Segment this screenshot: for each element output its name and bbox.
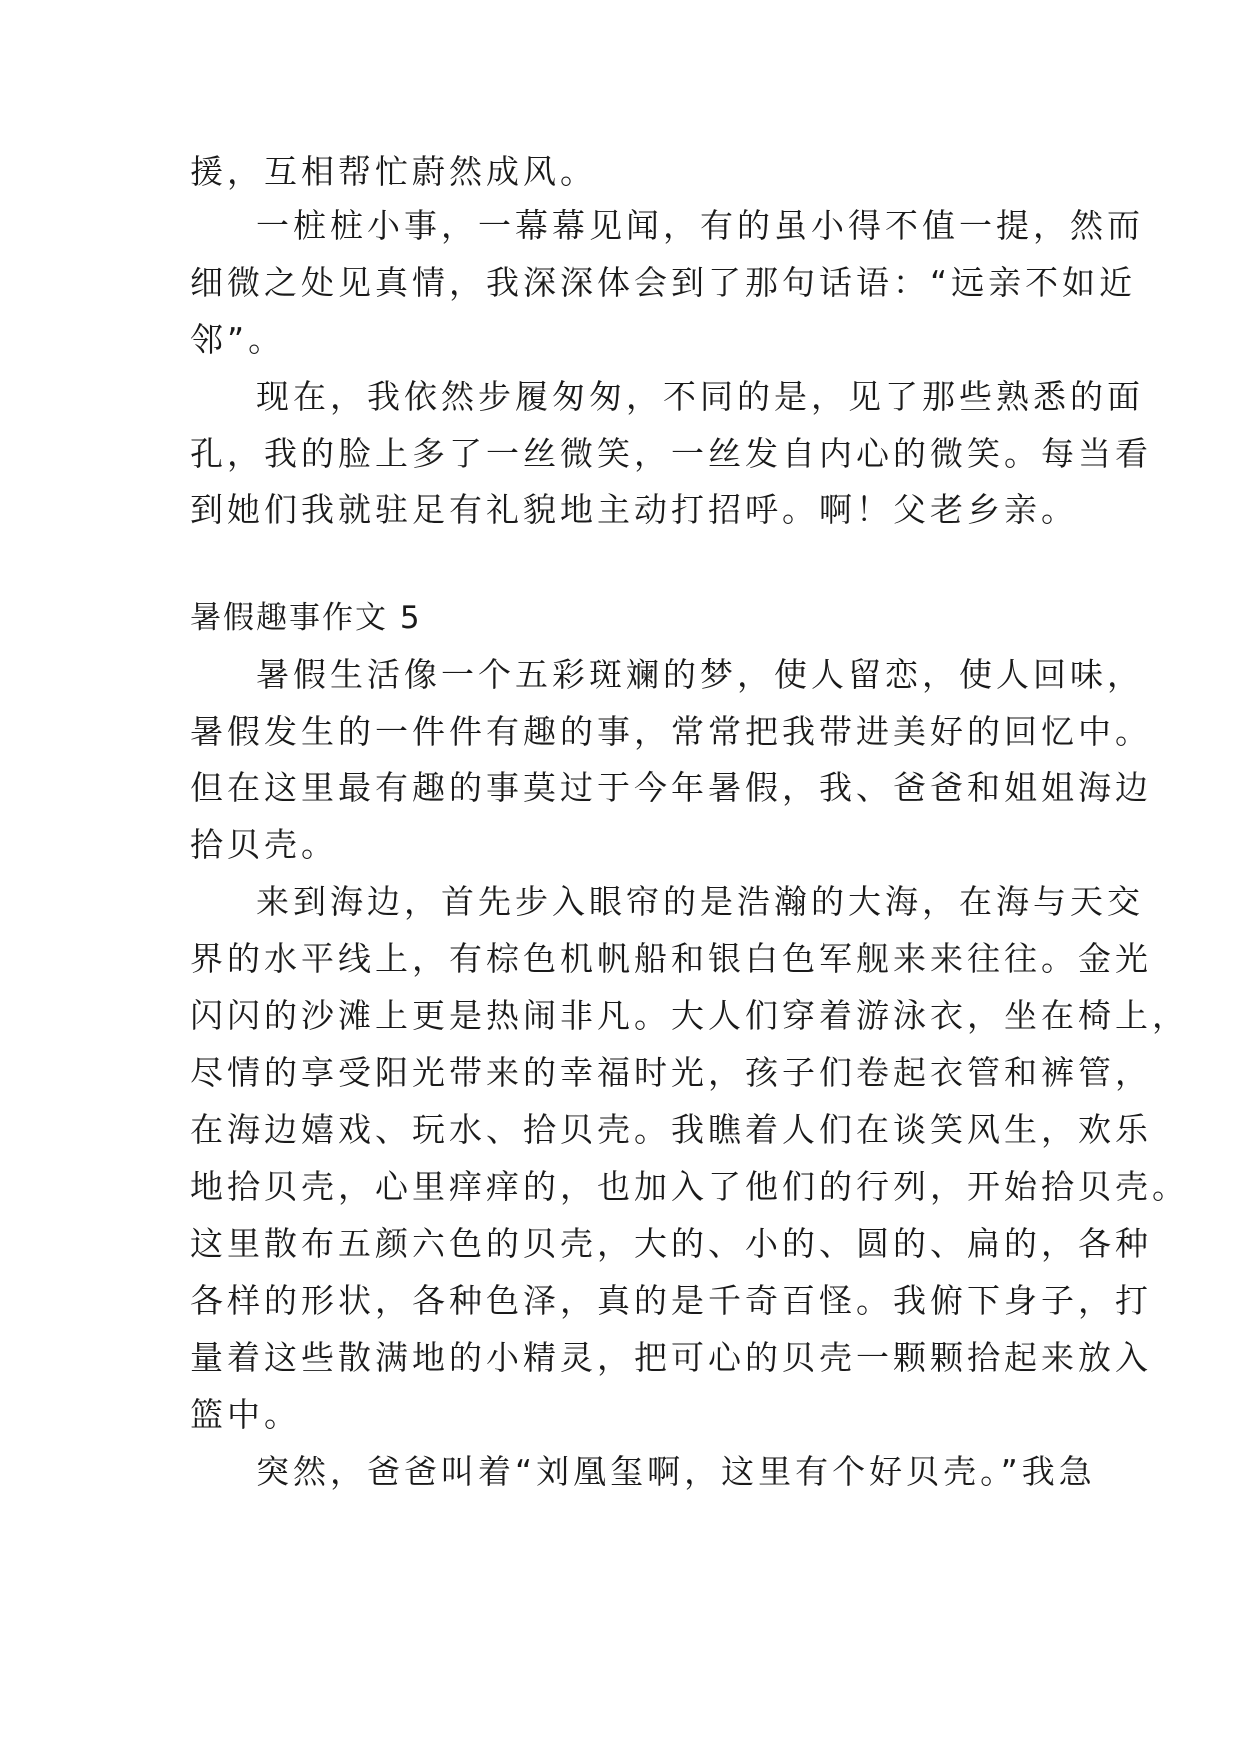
text-line: 在海边嬉戏、玩水、拾贝壳。我瞧着人们在谈笑风生，欢乐: [190, 1110, 1152, 1149]
text-line: 量着这些散满地的小精灵，把可心的贝壳一颗颗拾起来放入: [190, 1338, 1152, 1377]
paragraph-start-line: 突然，爸爸叫着“刘凰玺啊，这里有个好贝壳。”我急: [256, 1452, 1096, 1491]
text-line: 各样的形状，各种色泽，真的是千奇百怪。我俯下身子，打: [190, 1281, 1152, 1320]
text-line: 拾贝壳。: [190, 825, 338, 864]
text-line: 界的水平线上，有棕色机帆船和银白色军舰来来往往。金光: [190, 939, 1152, 978]
text-line: 篮中。: [190, 1395, 301, 1434]
text-line: 细微之处见真情，我深深体会到了那句话语：“远亲不如近: [190, 263, 1137, 302]
text-line: 尽情的享受阳光带来的幸福时光，孩子们卷起衣管和裤管，: [190, 1053, 1152, 1092]
text-line: 援，互相帮忙蔚然成风。: [190, 152, 597, 191]
text-line: 闪闪的沙滩上更是热闹非凡。大人们穿着游泳衣，坐在椅上，: [190, 996, 1189, 1035]
paragraph-start-line: 现在，我依然步履匆匆，不同的是，见了那些熟悉的面: [256, 377, 1144, 416]
section-heading: 暑假趣事作文 5: [190, 600, 422, 636]
text-line: 邻”。: [190, 320, 286, 359]
paragraph-start-line: 暑假生活像一个五彩斑斓的梦，使人留恋，使人回味，: [256, 655, 1144, 694]
paragraph-start-line: 来到海边，首先步入眼帘的是浩瀚的大海，在海与天交: [256, 882, 1144, 921]
text-line: 暑假发生的一件件有趣的事，常常把我带进美好的回忆中。: [190, 712, 1152, 751]
text-line: 这里散布五颜六色的贝壳，大的、小的、圆的、扁的，各种: [190, 1224, 1152, 1263]
text-line: 孔，我的脸上多了一丝微笑，一丝发自内心的微笑。每当看: [190, 434, 1152, 473]
text-line: 地拾贝壳，心里痒痒的，也加入了他们的行列，开始拾贝壳。: [190, 1167, 1189, 1206]
paragraph-start-line: 一桩桩小事，一幕幕见闻，有的虽小得不值一提，然而: [256, 206, 1144, 245]
text-line: 到她们我就驻足有礼貌地主动打招呼。啊！父老乡亲。: [190, 490, 1078, 529]
text-line: 但在这里最有趣的事莫过于今年暑假，我、爸爸和姐姐海边: [190, 768, 1152, 807]
